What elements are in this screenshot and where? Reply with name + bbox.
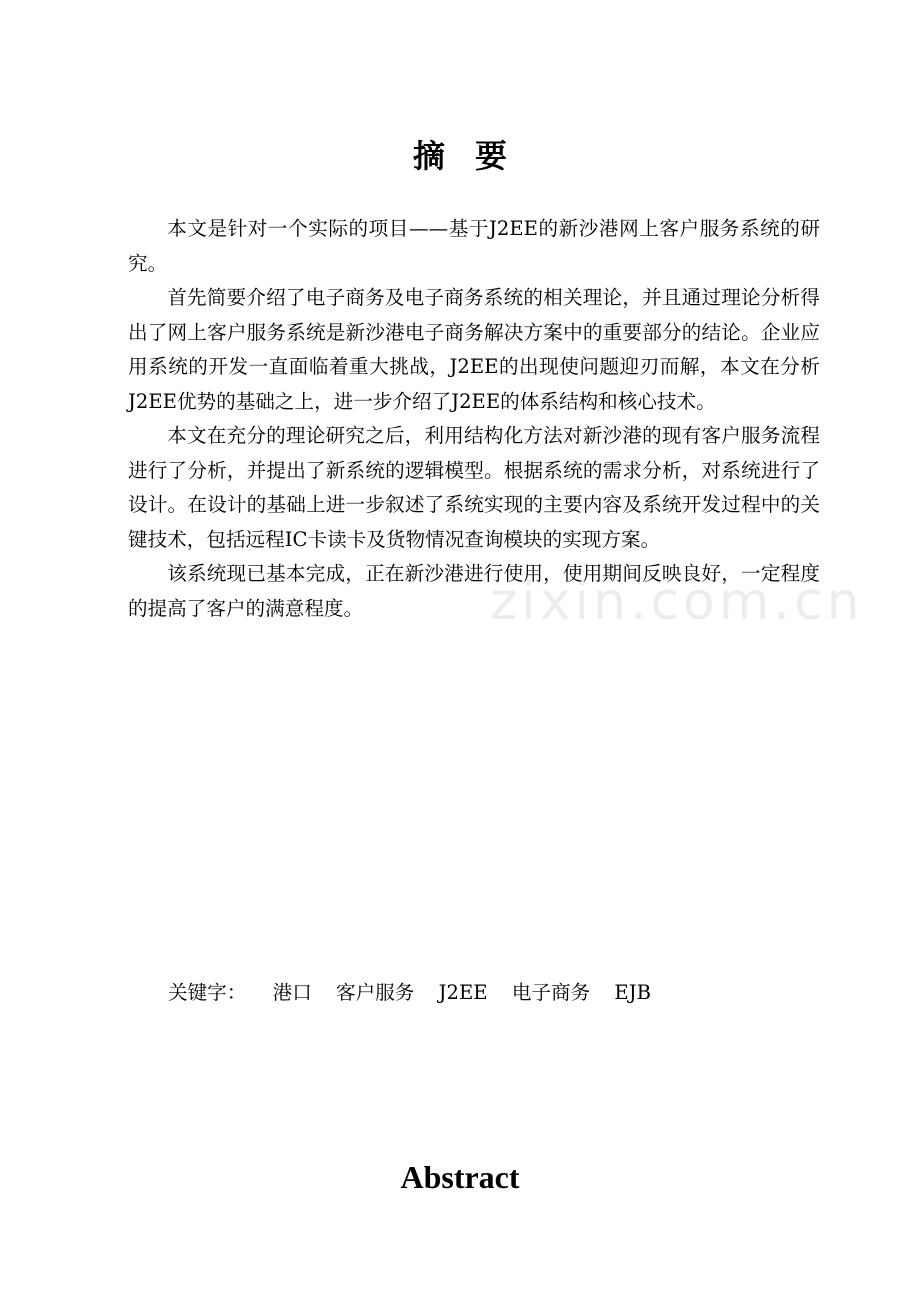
- keyword-item: EJB: [614, 981, 651, 1004]
- abstract-paragraph-2: 首先简要介绍了电子商务及电子商务系统的相关理论，并且通过理论分析得出了网上客户服务系统是新沙港电子商务解决方案中的重要部分的结论。企业应用系统的开发一直面临着重大挑战，J2EE的出现使问题迎刃而解，本文在分析J2EE优势的基础之上，进一步介绍了J2EE的体系结构和核心技术。: [128, 286, 820, 413]
- abstract-title-zh: 摘要: [412, 137, 537, 175]
- keyword-item: J2EE: [438, 981, 488, 1004]
- abstract-paragraph-3: 本文在充分的理论研究之后，利用结构化方法对新沙港的现有客户服务流程进行了分析，并提出了新系统的逻辑模型。根据系统的需求分析，对系统进行了设计。在设计的基础上进一步叙述了系统实现的主要内容及系统开发过程中的关键技术，包括远程IC卡读卡及货物情况查询模块的实现方案。: [128, 424, 820, 551]
- abstract-paragraph-4: 该系统现已基本完成，正在新沙港进行使用，使用期间反映良好，一定程度的提高了客户的满意程度。: [128, 562, 820, 620]
- abstract-body: [128, 212, 820, 626]
- keyword-item: 电子商务: [511, 981, 591, 1004]
- keywords-line: [168, 976, 820, 1010]
- keywords-label: 关键字：: [168, 981, 247, 1004]
- keyword-item: 客户服务: [336, 981, 415, 1004]
- abstract-paragraph-1: 本文是针对一个实际的项目——基于J2EE的新沙港网上客户服务系统的研究。: [128, 217, 820, 275]
- watermark: zixin.com.cn: [490, 572, 864, 632]
- abstract-title-en: Abstract: [400, 1159, 520, 1195]
- keyword-item: 港口: [272, 981, 312, 1004]
